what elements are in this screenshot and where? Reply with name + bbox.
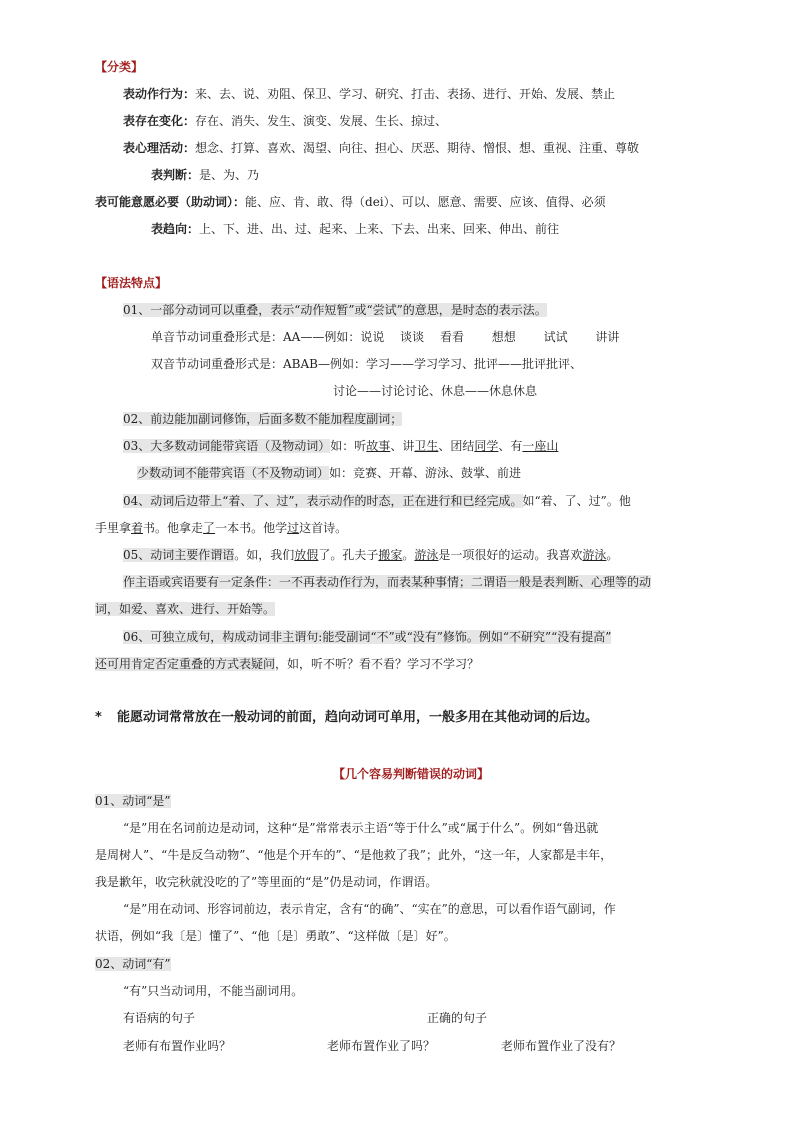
- underlined-word: 游泳: [414, 548, 439, 562]
- grammar-p06b: [95, 656, 479, 672]
- highlight-text: 04、动词后边带上“着、了、过”，表示动作的时态，正在进行和已经完成。: [123, 494, 523, 508]
- class-row-direction: [151, 221, 559, 237]
- class-row-label: 表心理活动：: [123, 141, 196, 155]
- errors-s01-p1b: 是周树人”、“牛是反刍动物”、“他是个开车的”、“是他救了我”；此外，“这一年，人家都是丰年，: [95, 848, 613, 862]
- class-row-judgment: [151, 167, 259, 183]
- errors-s02-p1: “有”只当动词用，不能当副词用。: [123, 984, 304, 998]
- underlined-word: 着: [131, 521, 144, 535]
- class-row-text: 是、为、乃: [199, 168, 260, 182]
- column-header-right: 正确的句子: [427, 1011, 488, 1025]
- example-right-1: 老师布置作业了吗？: [327, 1039, 436, 1053]
- text-span: ，如，听不听？看不看？学习不学习？: [275, 657, 480, 671]
- highlight-text: 还可用肯定否定重叠的方式表疑问: [95, 657, 276, 671]
- classification-heading: 【分类】: [95, 60, 144, 74]
- example-right-2: 老师布置作业了没有？: [501, 1039, 622, 1053]
- errors-s01-p2a: “是”用在动词、形容词前边，表示肯定，含有“的确”、“实在”的意思，可以看作语气副词，作: [123, 902, 616, 916]
- grammar-p01-double-cont: 讨论——讨论讨论、休息——休息休息: [333, 384, 538, 398]
- text-span: 。如，我们: [234, 548, 295, 562]
- highlight-text: 03、大多数动词能带宾语（及物动词）: [123, 439, 331, 453]
- class-row-label: 表可能意愿必要（助动词）：: [95, 195, 246, 209]
- grammar-p02: [123, 411, 402, 427]
- underlined-word: 搬家: [378, 548, 403, 562]
- text-span: 书。他拿走: [143, 521, 204, 535]
- class-row-mental: [123, 140, 639, 156]
- class-row-existence: [123, 113, 447, 129]
- highlight-text: 词，如爱、喜欢、进行、开始等。: [95, 602, 276, 616]
- text-span: 这首诗。: [299, 521, 348, 535]
- underlined-word: 了: [203, 521, 216, 535]
- highlight-text: 少数动词不能带宾语（不及物动词）: [137, 466, 330, 480]
- underlined-word: 卫生: [414, 439, 439, 453]
- example-wrong: 老师有布置作业吗？: [123, 1039, 232, 1053]
- underlined-word: 一座山: [522, 439, 559, 453]
- grammar-p03b: [137, 465, 521, 481]
- column-header-wrong: 有语病的句子: [123, 1011, 196, 1025]
- class-row-label: 表判断：: [151, 168, 200, 182]
- grammar-p05: [123, 547, 618, 563]
- text-span: 了。孔夫子: [318, 548, 379, 562]
- grammar-p01: [123, 302, 547, 318]
- highlight-text: 01、动词“是”: [95, 794, 171, 808]
- class-row-auxiliary: [95, 194, 606, 210]
- class-row-text: 上、下、进、出、过、起来、上来、下去、出来、回来、伸出、前往: [199, 222, 560, 236]
- grammar-p05b: [123, 574, 651, 590]
- highlight-text: 06、可独立成句，构成动词非主谓句:能受副词“不”或“没有”修饰。例如“不研究”“没有提高”: [123, 630, 612, 644]
- errors-s02-title: [95, 956, 171, 972]
- highlight-text: 作主语或宾语要有一定条件：一不再表动作行为，而表某种事情；二谓语一般是表判断、心理等的动: [123, 575, 652, 589]
- text-span: 、讲: [390, 439, 415, 453]
- underlined-word: 过: [287, 521, 300, 535]
- underlined-word: 同学: [474, 439, 499, 453]
- class-row-action: [123, 86, 615, 102]
- grammar-p05c: [95, 601, 275, 617]
- text-span: 一本书。他学: [215, 521, 288, 535]
- text-span: 手里拿: [95, 521, 132, 535]
- text-span: 。: [402, 548, 415, 562]
- grammar-p04b: [95, 520, 347, 536]
- text-span: 如“着、了、过”。他: [522, 494, 631, 508]
- grammar-p06: [123, 629, 611, 645]
- highlight-text: 02、动词“有”: [95, 957, 171, 971]
- underlined-word: 放假: [294, 548, 319, 562]
- grammar-p01-single: 单音节动词重叠形式是：AA——例如：说说 谈谈 看看 想想 试试 讲讲: [151, 330, 620, 344]
- errors-heading: 【几个容易判断错误的动词】: [333, 767, 490, 781]
- class-row-text: 能、应、肯、敢、得（dei）、可以、愿意、需要、应该、值得、必须: [245, 195, 606, 209]
- class-row-text: 想念、打算、喜欢、渴望、向往、担心、厌恶、期待、憎恨、想、重视、注重、尊敬: [195, 141, 640, 155]
- errors-s01-p1a: “是”用在名词前边是动词，这种“是”常常表示主语“等于什么”或“属于什么”。例如“鲁迅就: [123, 821, 599, 835]
- text-span: 、团结: [438, 439, 475, 453]
- highlight-text: 02、前边能加副词修饰，后面多数不能加程度副词；: [123, 412, 403, 426]
- grammar-p01-double: 双音节动词重叠形式是：ABAB—例如：学习——学习学习、批评——批评批评、: [151, 357, 582, 371]
- class-row-label: 表趋向：: [151, 222, 200, 236]
- note-text: 能愿动词常常放在一般动词的前面，趋向动词可单用，一般多用在其他动词的后边。: [117, 710, 599, 725]
- errors-s01-p1c: 我是歉年，收完秋就没吃的了”等里面的“是”仍是动词，作谓语。: [95, 875, 438, 889]
- errors-s01-title: [95, 793, 171, 809]
- underlined-word: 游泳: [582, 548, 607, 562]
- class-row-label: 表动作行为：: [123, 87, 196, 101]
- text-span: 如：听: [330, 439, 367, 453]
- underlined-word: 故事: [366, 439, 391, 453]
- grammar-p04: [123, 493, 631, 509]
- grammar-p03: [123, 438, 558, 454]
- class-row-label: 表存在变化：: [123, 114, 196, 128]
- class-row-text: 来、去、说、劝阻、保卫、学习、研究、打击、表扬、进行、开始、发展、禁止: [195, 87, 616, 101]
- text-span: 。: [606, 548, 619, 562]
- errors-s01-p2b: 状语，例如“我〔是〕懂了”、“他〔是〕勇敢”、“这样做〔是〕好”。: [95, 929, 456, 943]
- text-span: 、有: [498, 439, 523, 453]
- highlight-text: 01、一部分动词可以重叠，表示“动作短暂”或“尝试”的意思，是时态的表示法。: [123, 303, 547, 317]
- grammar-heading: 【语法特点】: [95, 276, 168, 290]
- class-row-text: 存在、消失、发生、演变、发展、生长、掠过、: [195, 114, 448, 128]
- highlight-text: 05、动词主要作谓语: [123, 548, 235, 562]
- note-bullet: *: [95, 710, 102, 725]
- text-span: 是一项很好的运动。我喜欢: [438, 548, 583, 562]
- text-span: 如：竞赛、开幕、游泳、鼓掌、前进: [329, 466, 522, 480]
